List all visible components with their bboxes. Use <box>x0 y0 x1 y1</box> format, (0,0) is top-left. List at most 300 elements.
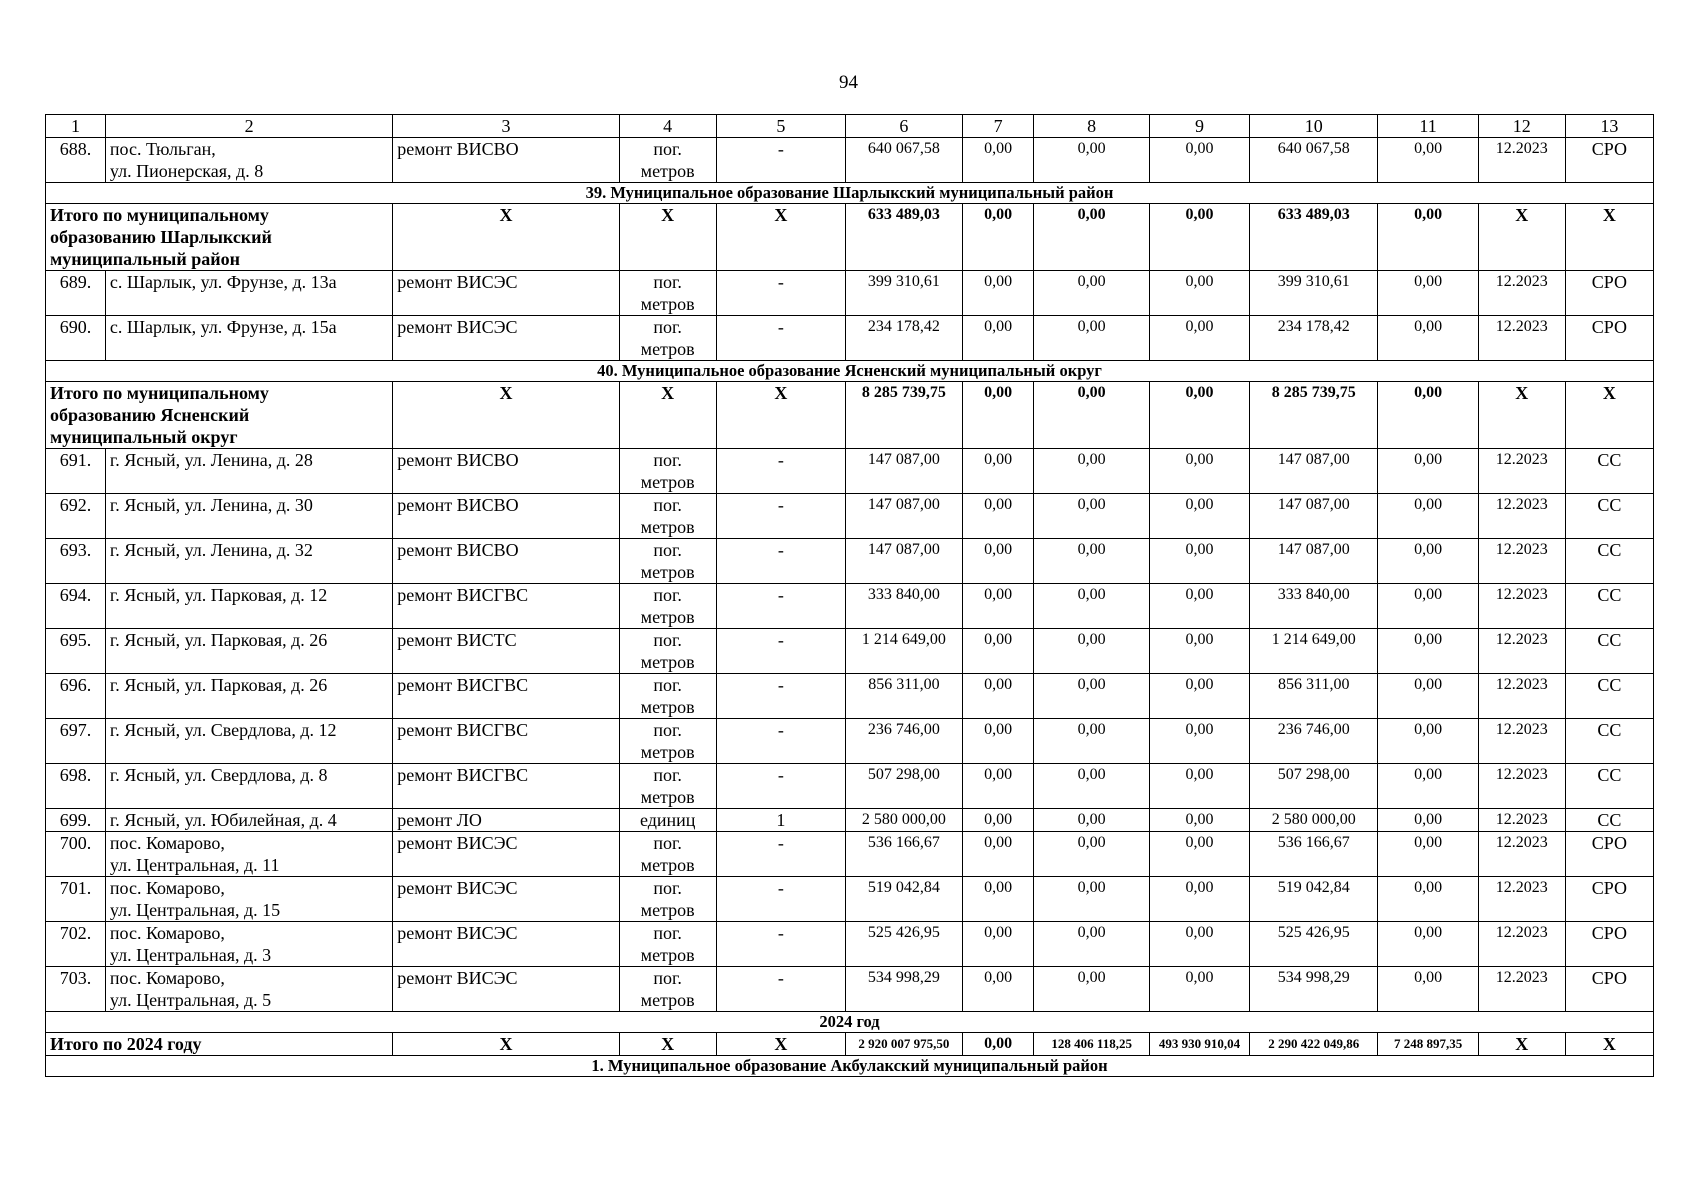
total-c4: X <box>619 382 716 449</box>
cost-c8: 0,00 <box>1034 494 1149 539</box>
table-row <box>46 967 1654 1012</box>
deadline: 12.2023 <box>1478 539 1565 584</box>
total-c6: 633 489,03 <box>846 204 962 271</box>
cost-c8: 0,00 <box>1034 449 1149 494</box>
cost-c9: 0,00 <box>1149 584 1249 629</box>
cost-c9: 0,00 <box>1149 967 1249 1012</box>
quantity: - <box>716 584 846 629</box>
table-row <box>46 271 1654 316</box>
cost-c7: 0,00 <box>962 271 1034 316</box>
cost-c9: 0,00 <box>1149 316 1249 361</box>
row-number: 703. <box>46 967 106 1012</box>
deadline: 12.2023 <box>1478 967 1565 1012</box>
cost-c8: 0,00 <box>1034 922 1149 967</box>
funding-source: СС <box>1565 629 1653 674</box>
section-title: 2024 год <box>46 1012 1654 1033</box>
address-line: ул. Центральная, д. 3 <box>109 945 272 965</box>
unit-line: метров <box>640 945 695 965</box>
table-row <box>46 449 1654 494</box>
unit <box>619 877 716 922</box>
section-title: 1. Муниципальное образование Акбулакский муниципальный район <box>46 1056 1654 1077</box>
quantity: - <box>716 539 846 584</box>
funding-source: СРО <box>1565 832 1653 877</box>
address-line: ул. Пионерская, д. 8 <box>109 161 264 181</box>
total-c3: X <box>393 1033 619 1056</box>
address-line: г. Ясный, ул. Ленина, д. 32 <box>109 540 313 560</box>
column-number: 10 <box>1250 115 1378 138</box>
work-type: ремонт ЛО <box>393 809 619 832</box>
object-address <box>105 449 392 494</box>
funding-source: СРО <box>1565 271 1653 316</box>
deadline: 12.2023 <box>1478 922 1565 967</box>
cost-c9: 0,00 <box>1149 449 1249 494</box>
unit-line: метров <box>640 855 695 875</box>
row-number: 700. <box>46 832 106 877</box>
quantity: - <box>716 316 846 361</box>
unit <box>619 449 716 494</box>
cost-c11: 0,00 <box>1378 584 1478 629</box>
cost-c7: 0,00 <box>962 449 1034 494</box>
cost-c8: 0,00 <box>1034 832 1149 877</box>
deadline: 12.2023 <box>1478 316 1565 361</box>
unit-line: метров <box>640 161 695 181</box>
total-label-line: Итого по муниципальному <box>50 205 269 225</box>
unit-line: метров <box>640 900 695 920</box>
funding-source: СС <box>1565 539 1653 584</box>
total-c8: 0,00 <box>1034 204 1149 271</box>
total-c9: 0,00 <box>1149 204 1249 271</box>
deadline: 12.2023 <box>1478 584 1565 629</box>
total-row <box>46 1033 1654 1056</box>
cost-c7: 0,00 <box>962 764 1034 809</box>
funding-source: СРО <box>1565 138 1653 183</box>
table-row <box>46 629 1654 674</box>
total-label-line: муниципальный округ <box>50 427 238 447</box>
work-type: ремонт ВИСВО <box>393 138 619 183</box>
cost-c9: 0,00 <box>1149 271 1249 316</box>
cost-c9: 0,00 <box>1149 629 1249 674</box>
unit-line: метров <box>640 562 695 582</box>
cost-c6: 519 042,84 <box>846 877 962 922</box>
page-number: 94 <box>839 72 858 93</box>
unit-line: пог. <box>653 878 682 898</box>
funding-source: СС <box>1565 764 1653 809</box>
cost-c6: 2 580 000,00 <box>846 809 962 832</box>
deadline: 12.2023 <box>1478 674 1565 719</box>
unit-line: пог. <box>653 833 682 853</box>
quantity: - <box>716 922 846 967</box>
address-line: г. Ясный, ул. Ленина, д. 30 <box>109 495 313 515</box>
table-row <box>46 764 1654 809</box>
deadline: 12.2023 <box>1478 809 1565 832</box>
cost-c10: 147 087,00 <box>1250 449 1378 494</box>
cost-c6: 147 087,00 <box>846 539 962 584</box>
address-line: ул. Центральная, д. 11 <box>109 855 280 875</box>
row-number: 692. <box>46 494 106 539</box>
object-address <box>105 138 392 183</box>
quantity: - <box>716 719 846 764</box>
cost-c6: 1 214 649,00 <box>846 629 962 674</box>
total-c13: X <box>1565 204 1653 271</box>
total-c7: 0,00 <box>962 382 1034 449</box>
funding-source: СС <box>1565 719 1653 764</box>
total-c4: X <box>619 204 716 271</box>
total-c8: 128 406 118,25 <box>1034 1033 1149 1056</box>
cost-c7: 0,00 <box>962 967 1034 1012</box>
cost-c10: 507 298,00 <box>1250 764 1378 809</box>
column-number: 12 <box>1478 115 1565 138</box>
quantity: - <box>716 494 846 539</box>
unit-line: метров <box>640 339 695 359</box>
unit-line: метров <box>640 517 695 537</box>
table-row <box>46 832 1654 877</box>
row-number: 689. <box>46 271 106 316</box>
work-type: ремонт ВИСГВС <box>393 764 619 809</box>
cost-c11: 0,00 <box>1378 832 1478 877</box>
total-c10: 8 285 739,75 <box>1250 382 1378 449</box>
column-number: 9 <box>1149 115 1249 138</box>
cost-c6: 236 746,00 <box>846 719 962 764</box>
column-number: 2 <box>105 115 392 138</box>
section-header-row <box>46 183 1654 204</box>
cost-c6: 234 178,42 <box>846 316 962 361</box>
total-label-line: Итого по муниципальному <box>50 383 269 403</box>
cost-c7: 0,00 <box>962 674 1034 719</box>
cost-c8: 0,00 <box>1034 138 1149 183</box>
cost-c6: 640 067,58 <box>846 138 962 183</box>
total-label-line: муниципальный район <box>50 249 240 269</box>
cost-c7: 0,00 <box>962 809 1034 832</box>
total-label-line: Итого по 2024 году <box>50 1034 202 1054</box>
total-label <box>46 1033 393 1056</box>
quantity: - <box>716 674 846 719</box>
quantity: 1 <box>716 809 846 832</box>
total-label <box>46 204 393 271</box>
unit <box>619 967 716 1012</box>
table-row <box>46 922 1654 967</box>
total-row <box>46 382 1654 449</box>
unit-line: пог. <box>653 675 682 695</box>
cost-c8: 0,00 <box>1034 809 1149 832</box>
total-c9: 493 930 910,04 <box>1149 1033 1249 1056</box>
cost-c9: 0,00 <box>1149 922 1249 967</box>
cost-c9: 0,00 <box>1149 138 1249 183</box>
quantity: - <box>716 967 846 1012</box>
table-row <box>46 494 1654 539</box>
address-line: пос. Комарово, <box>109 923 225 943</box>
cost-c9: 0,00 <box>1149 719 1249 764</box>
table-row <box>46 877 1654 922</box>
cost-c8: 0,00 <box>1034 719 1149 764</box>
cost-c6: 333 840,00 <box>846 584 962 629</box>
work-type: ремонт ВИСТС <box>393 629 619 674</box>
cost-c9: 0,00 <box>1149 832 1249 877</box>
total-c6: 8 285 739,75 <box>846 382 962 449</box>
cost-c11: 0,00 <box>1378 674 1478 719</box>
table-body <box>46 115 1654 1077</box>
unit <box>619 629 716 674</box>
object-address <box>105 494 392 539</box>
column-number: 4 <box>619 115 716 138</box>
object-address <box>105 832 392 877</box>
row-number: 695. <box>46 629 106 674</box>
cost-c8: 0,00 <box>1034 584 1149 629</box>
funding-source: СС <box>1565 449 1653 494</box>
total-c13: X <box>1565 1033 1653 1056</box>
total-c11: 0,00 <box>1378 204 1478 271</box>
row-number: 688. <box>46 138 106 183</box>
cost-c11: 0,00 <box>1378 494 1478 539</box>
object-address <box>105 539 392 584</box>
row-number: 693. <box>46 539 106 584</box>
total-c12: X <box>1478 1033 1565 1056</box>
cost-c9: 0,00 <box>1149 809 1249 832</box>
total-c11: 0,00 <box>1378 382 1478 449</box>
unit <box>619 809 716 832</box>
total-label <box>46 382 393 449</box>
work-type: ремонт ВИСЭС <box>393 877 619 922</box>
cost-c6: 147 087,00 <box>846 449 962 494</box>
deadline: 12.2023 <box>1478 138 1565 183</box>
total-c4: X <box>619 1033 716 1056</box>
cost-c10: 399 310,61 <box>1250 271 1378 316</box>
total-c11: 7 248 897,35 <box>1378 1033 1478 1056</box>
section-header-row <box>46 1012 1654 1033</box>
cost-c9: 0,00 <box>1149 764 1249 809</box>
work-type: ремонт ВИСЭС <box>393 316 619 361</box>
row-number: 699. <box>46 809 106 832</box>
cost-c11: 0,00 <box>1378 138 1478 183</box>
deadline: 12.2023 <box>1478 764 1565 809</box>
table-row <box>46 316 1654 361</box>
row-number: 698. <box>46 764 106 809</box>
cost-c10: 519 042,84 <box>1250 877 1378 922</box>
address-line: г. Ясный, ул. Парковая, д. 12 <box>109 585 328 605</box>
work-type: ремонт ВИСГВС <box>393 674 619 719</box>
address-line: г. Ясный, ул. Юбилейная, д. 4 <box>109 810 337 830</box>
cost-c10: 1 214 649,00 <box>1250 629 1378 674</box>
column-number: 11 <box>1378 115 1478 138</box>
cost-c10: 536 166,67 <box>1250 832 1378 877</box>
object-address <box>105 809 392 832</box>
row-number: 690. <box>46 316 106 361</box>
cost-c10: 236 746,00 <box>1250 719 1378 764</box>
address-line: с. Шарлык, ул. Фрунзе, д. 13а <box>109 272 337 292</box>
unit-line: пог. <box>653 720 682 740</box>
table-row <box>46 138 1654 183</box>
total-c8: 0,00 <box>1034 382 1149 449</box>
work-type: ремонт ВИСЭС <box>393 271 619 316</box>
quantity: - <box>716 449 846 494</box>
address-line: г. Ясный, ул. Парковая, д. 26 <box>109 675 328 695</box>
table-row <box>46 539 1654 584</box>
section-header-row <box>46 1056 1654 1077</box>
work-type: ремонт ВИСВО <box>393 449 619 494</box>
total-c7: 0,00 <box>962 204 1034 271</box>
cost-c10: 234 178,42 <box>1250 316 1378 361</box>
total-c13: X <box>1565 382 1653 449</box>
cost-c9: 0,00 <box>1149 877 1249 922</box>
total-c3: X <box>393 204 619 271</box>
table-row <box>46 584 1654 629</box>
unit-line: пог. <box>653 317 682 337</box>
unit <box>619 832 716 877</box>
deadline: 12.2023 <box>1478 719 1565 764</box>
cost-c7: 0,00 <box>962 877 1034 922</box>
row-number: 697. <box>46 719 106 764</box>
cost-c11: 0,00 <box>1378 271 1478 316</box>
cost-c8: 0,00 <box>1034 316 1149 361</box>
object-address <box>105 922 392 967</box>
deadline: 12.2023 <box>1478 494 1565 539</box>
deadline: 12.2023 <box>1478 449 1565 494</box>
cost-c11: 0,00 <box>1378 449 1478 494</box>
cost-c7: 0,00 <box>962 922 1034 967</box>
total-c6: 2 920 007 975,50 <box>846 1033 962 1056</box>
quantity: - <box>716 877 846 922</box>
unit-line: метров <box>640 742 695 762</box>
unit-line: пог. <box>653 923 682 943</box>
cost-c10: 640 067,58 <box>1250 138 1378 183</box>
object-address <box>105 764 392 809</box>
unit-line: метров <box>640 652 695 672</box>
cost-c7: 0,00 <box>962 719 1034 764</box>
unit-line: пог. <box>653 139 682 159</box>
funding-source: СС <box>1565 584 1653 629</box>
total-c12: X <box>1478 204 1565 271</box>
address-line: ул. Центральная, д. 15 <box>109 900 281 920</box>
cost-c8: 0,00 <box>1034 539 1149 584</box>
cost-c8: 0,00 <box>1034 271 1149 316</box>
quantity: - <box>716 764 846 809</box>
column-number: 13 <box>1565 115 1653 138</box>
total-c5: X <box>716 1033 846 1056</box>
row-number: 694. <box>46 584 106 629</box>
work-type: ремонт ВИСЭС <box>393 922 619 967</box>
cost-c11: 0,00 <box>1378 629 1478 674</box>
work-type: ремонт ВИСГВС <box>393 719 619 764</box>
column-number: 7 <box>962 115 1034 138</box>
object-address <box>105 967 392 1012</box>
funding-source: СРО <box>1565 967 1653 1012</box>
cost-c11: 0,00 <box>1378 877 1478 922</box>
total-c7: 0,00 <box>962 1033 1034 1056</box>
unit-line: метров <box>640 472 695 492</box>
row-number: 702. <box>46 922 106 967</box>
cost-c11: 0,00 <box>1378 764 1478 809</box>
cost-c10: 534 998,29 <box>1250 967 1378 1012</box>
total-c10: 633 489,03 <box>1250 204 1378 271</box>
unit-line: метров <box>640 990 695 1010</box>
work-type: ремонт ВИСВО <box>393 539 619 584</box>
cost-c8: 0,00 <box>1034 764 1149 809</box>
address-line: ул. Центральная, д. 5 <box>109 990 272 1010</box>
total-c5: X <box>716 382 846 449</box>
cost-c11: 0,00 <box>1378 967 1478 1012</box>
unit <box>619 584 716 629</box>
funding-source: СРО <box>1565 877 1653 922</box>
unit-line: метров <box>640 294 695 314</box>
unit <box>619 719 716 764</box>
section-title: 39. Муниципальное образование Шарлыкский муниципальный район <box>46 183 1654 204</box>
row-number: 691. <box>46 449 106 494</box>
cost-c11: 0,00 <box>1378 539 1478 584</box>
unit-line: пог. <box>653 630 682 650</box>
column-number: 3 <box>393 115 619 138</box>
unit <box>619 494 716 539</box>
table-row <box>46 674 1654 719</box>
unit <box>619 316 716 361</box>
quantity: - <box>716 271 846 316</box>
cost-c10: 525 426,95 <box>1250 922 1378 967</box>
cost-c9: 0,00 <box>1149 539 1249 584</box>
cost-c8: 0,00 <box>1034 877 1149 922</box>
address-line: с. Шарлык, ул. Фрунзе, д. 15а <box>109 317 337 337</box>
total-c5: X <box>716 204 846 271</box>
object-address <box>105 271 392 316</box>
unit-line: пог. <box>653 765 682 785</box>
cost-c6: 507 298,00 <box>846 764 962 809</box>
funding-source: СРО <box>1565 316 1653 361</box>
unit-line: метров <box>640 787 695 807</box>
unit <box>619 674 716 719</box>
total-label-line: образованию Ясненский <box>50 405 250 425</box>
object-address <box>105 629 392 674</box>
address-line: пос. Тюльган, <box>109 139 216 159</box>
deadline: 12.2023 <box>1478 271 1565 316</box>
quantity: - <box>716 138 846 183</box>
funding-source: СС <box>1565 494 1653 539</box>
total-c10: 2 290 422 049,86 <box>1250 1033 1378 1056</box>
work-type: ремонт ВИСЭС <box>393 967 619 1012</box>
work-type: ремонт ВИСГВС <box>393 584 619 629</box>
unit-line: метров <box>640 697 695 717</box>
section-header-row <box>46 361 1654 382</box>
work-type: ремонт ВИСЭС <box>393 832 619 877</box>
deadline: 12.2023 <box>1478 629 1565 674</box>
unit <box>619 539 716 584</box>
column-number: 8 <box>1034 115 1149 138</box>
cost-c10: 147 087,00 <box>1250 494 1378 539</box>
table-row <box>46 809 1654 832</box>
total-c9: 0,00 <box>1149 382 1249 449</box>
row-number: 696. <box>46 674 106 719</box>
unit-line: пог. <box>653 540 682 560</box>
cost-c7: 0,00 <box>962 316 1034 361</box>
cost-c10: 333 840,00 <box>1250 584 1378 629</box>
address-line: г. Ясный, ул. Парковая, д. 26 <box>109 630 328 650</box>
section-title: 40. Муниципальное образование Ясненский муниципальный округ <box>46 361 1654 382</box>
unit-line: пог. <box>653 585 682 605</box>
address-line: г. Ясный, ул. Свердлова, д. 12 <box>109 720 337 740</box>
cost-c9: 0,00 <box>1149 674 1249 719</box>
deadline: 12.2023 <box>1478 877 1565 922</box>
cost-c9: 0,00 <box>1149 494 1249 539</box>
column-number: 1 <box>46 115 106 138</box>
column-numbers-row <box>46 115 1654 138</box>
address-line: пос. Комарово, <box>109 878 225 898</box>
object-address <box>105 584 392 629</box>
object-address <box>105 674 392 719</box>
unit-line: пог. <box>653 495 682 515</box>
cost-c6: 856 311,00 <box>846 674 962 719</box>
cost-c11: 0,00 <box>1378 316 1478 361</box>
unit <box>619 922 716 967</box>
address-line: пос. Комарово, <box>109 833 225 853</box>
cost-c8: 0,00 <box>1034 674 1149 719</box>
unit <box>619 271 716 316</box>
unit-line: единиц <box>639 810 696 830</box>
